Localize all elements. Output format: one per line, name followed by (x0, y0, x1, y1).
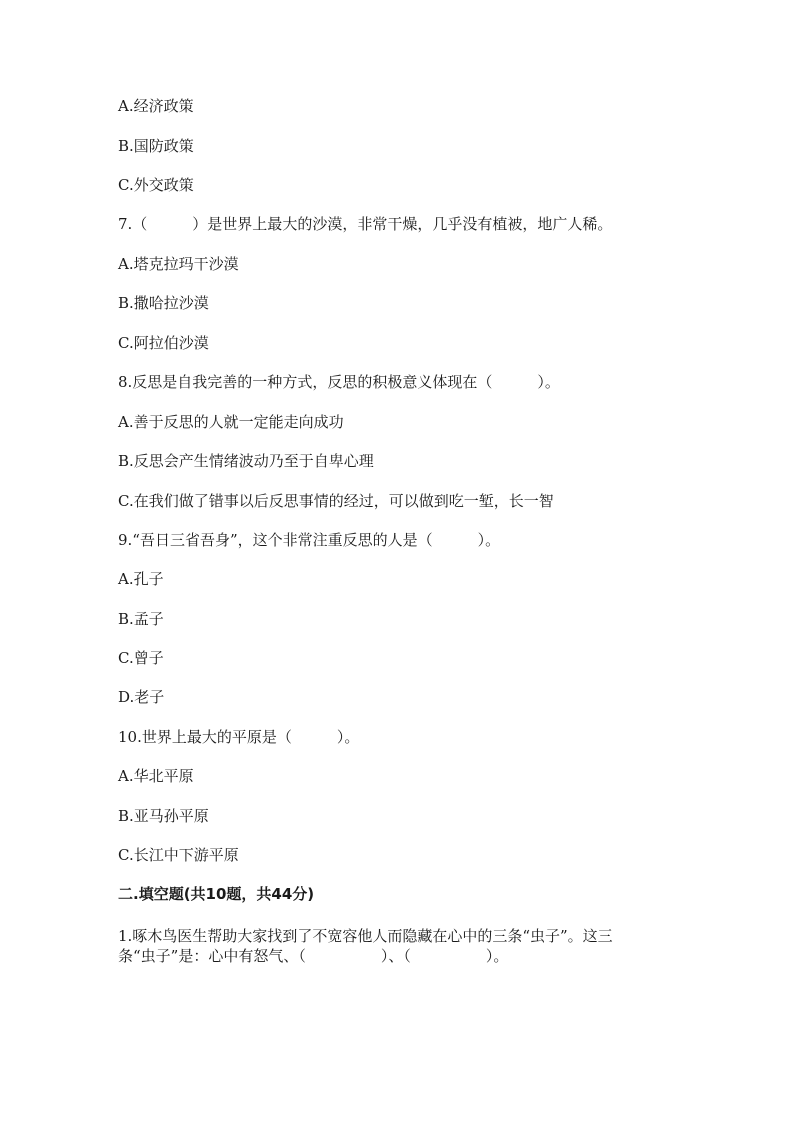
q9-option-a: A.孔子 (118, 570, 164, 588)
q10-option-c: C.长江中下游平原 (118, 846, 239, 864)
q7-option-a: A.塔克拉玛干沙漠 (118, 255, 239, 273)
q7-stem: 7.（ ）是世界上最大的沙漠，非常干燥，几乎没有植被，地广人稀。 (118, 215, 613, 233)
q6-option-a: A.经济政策 (118, 97, 194, 115)
q8-option-c: C.在我们做了错事以后反思事情的经过，可以做到吃一堑，长一智 (118, 492, 554, 510)
q10-option-a: A.华北平原 (118, 767, 194, 785)
q8-option-a: A.善于反思的人就一定能走向成功 (118, 413, 344, 431)
q9-option-d: D.老子 (118, 688, 165, 706)
q10-stem: 10.世界上最大的平原是（ ）。 (118, 728, 360, 746)
q9-option-b: B.孟子 (118, 610, 164, 628)
section-heading-fill-in: 二.填空题(共10题，共44分) (118, 885, 315, 903)
q6-option-c: C.外交政策 (118, 176, 194, 194)
q8-option-b: B.反思会产生情绪波动乃至于自卑心理 (118, 452, 374, 470)
q10-option-b: B.亚马孙平原 (118, 807, 209, 825)
q9-stem: 9.“吾日三省吾身”，这个非常注重反思的人是（ ）。 (118, 531, 501, 549)
fill-q1-line1: 1.啄木鸟医生帮助大家找到了不宽容他人而隐藏在心中的三条“虫子”。这三 (118, 927, 613, 945)
q6-option-b: B.国防政策 (118, 137, 194, 155)
q7-option-b: B.撒哈拉沙漠 (118, 294, 209, 312)
fill-q1-line2: 条“虫子”是：心中有怒气、（ ）、（ ）。 (118, 947, 509, 965)
q9-option-c: C.曾子 (118, 649, 164, 667)
q7-option-c: C.阿拉伯沙漠 (118, 334, 209, 352)
q8-stem: 8.反思是自我完善的一种方式，反思的积极意义体现在（ ）。 (118, 373, 560, 391)
